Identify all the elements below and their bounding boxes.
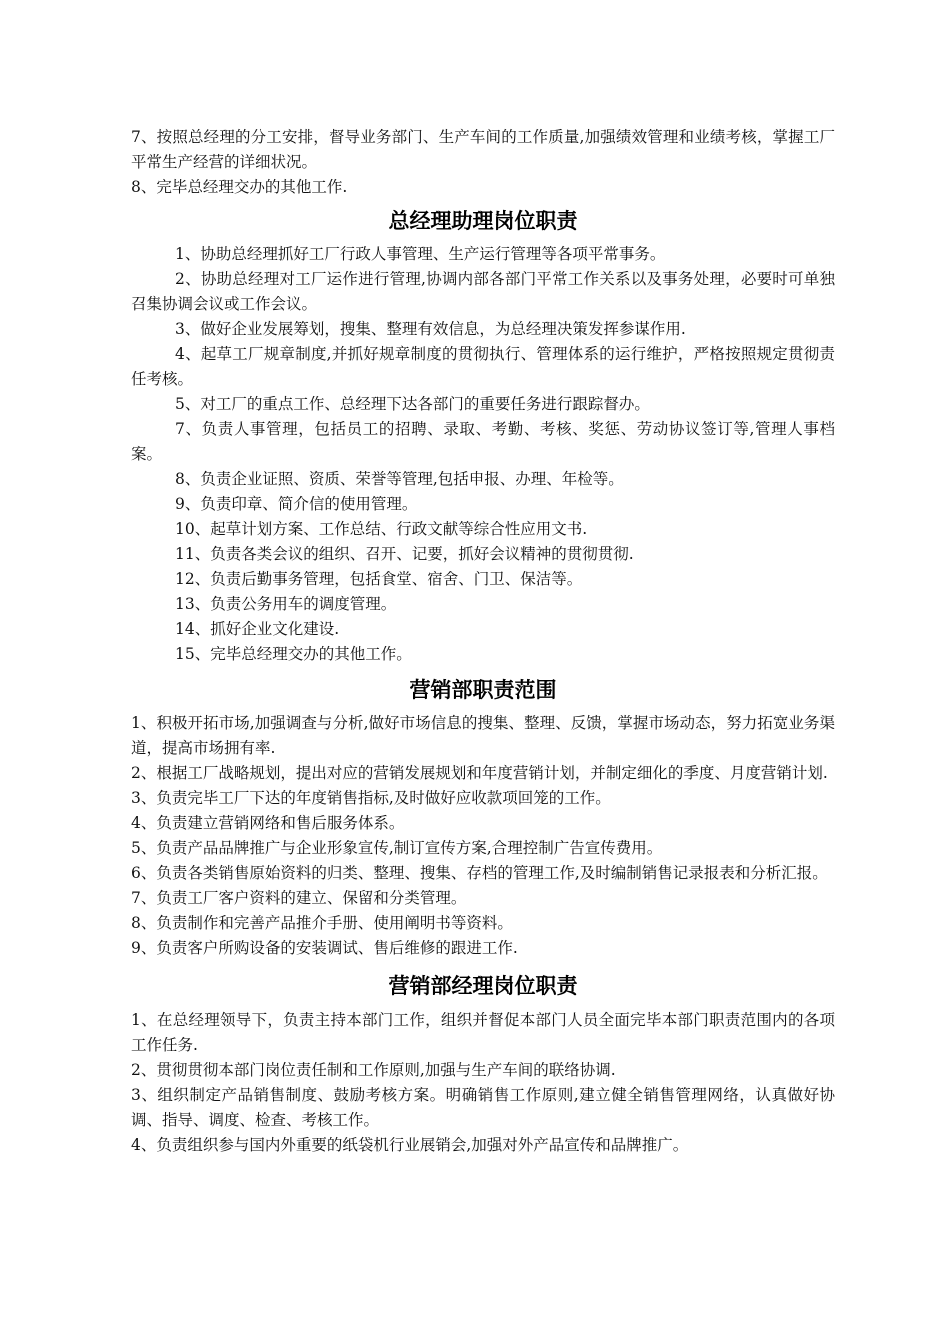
list-item: 8、负责制作和完善产品推介手册、使用阐明书等资料。 xyxy=(131,914,513,932)
list-item: 6、负责各类销售原始资料的归类、整理、搜集、存档的管理工作,及时编制销售记录报表和分析汇报。 xyxy=(131,864,828,882)
list-item: 7、负责工厂客户资料的建立、保留和分类管理。 xyxy=(131,889,467,907)
list-item: 3、组织制定产品销售制度、鼓励考核方案。明确销售工作原则,建立健全销售管理网络，认真做好协调、指导、调度、检查、考核工作。 xyxy=(131,1086,835,1129)
intro-block xyxy=(131,125,835,200)
section-title: 总经理助理岗位职责 xyxy=(388,209,578,233)
list-item: 4、负责组织参与国内外重要的纸袋机行业展销会,加强对外产品宣传和品牌推广。 xyxy=(131,1136,689,1154)
list-item: 10、起草计划方案、工作总结、行政文献等综合性应用文书. xyxy=(175,520,588,538)
list-item: 14、抓好企业文化建设. xyxy=(175,620,340,638)
document-page xyxy=(131,125,835,1158)
list-item: 8、负责企业证照、资质、荣誉等管理,包括申报、办理、年检等。 xyxy=(175,470,624,488)
list-item: 2、贯彻贯彻本部门岗位责任制和工作原则,加强与生产车间的联络协调. xyxy=(131,1061,616,1079)
list-item: 3、负责完毕工厂下达的年度销售指标,及时做好应收款项回笼的工作。 xyxy=(131,789,611,807)
list-item: 3、做好企业发展筹划，搜集、整理有效信息，为总经理决策发挥参谋作用. xyxy=(175,320,686,338)
list-item: 2、根据工厂战略规划，提出对应的营销发展规划和年度营销计划，并制定细化的季度、月度营销计划. xyxy=(131,764,828,782)
list-item: 13、负责公务用车的调度管理。 xyxy=(175,595,397,613)
list-item: 9、负责客户所购设备的安装调试、售后维修的跟进工作. xyxy=(131,939,518,957)
list-item: 5、负责产品品牌推广与企业形象宣传,制订宣传方案,合理控制广告宣传费用。 xyxy=(131,839,663,857)
list-item: 2、协助总经理对工厂运作进行管理,协调内部各部门平常工作关系以及事务处理，必要时可单独召集协调会议或工作会议。 xyxy=(131,270,835,313)
section-marketing-dept-scope xyxy=(131,677,835,961)
section-title: 营销部职责范围 xyxy=(409,678,557,702)
intro-item-7: 7、按照总经理的分工安排，督导业务部门、生产车间的工作质量,加强绩效管理和业绩考核，掌握工厂平常生产经营的详细状况。 xyxy=(131,128,835,171)
list-item: 5、对工厂的重点工作、总经理下达各部门的重要任务进行跟踪督办。 xyxy=(175,395,650,413)
list-item: 9、负责印章、简介信的使用管理。 xyxy=(175,495,418,513)
section-title: 营销部经理岗位职责 xyxy=(388,974,578,998)
list-item: 11、负责各类会议的组织、召开、记要，抓好会议精神的贯彻贯彻. xyxy=(175,545,634,563)
list-item: 7、负责人事管理，包括员工的招聘、录取、考勤、考核、奖惩、劳动协议签订等,管理人事档案。 xyxy=(131,420,835,463)
list-item: 12、负责后勤事务管理，包括食堂、宿舍、门卫、保洁等。 xyxy=(175,570,583,588)
list-item: 4、起草工厂规章制度,并抓好规章制度的贯彻执行、管理体系的运行维护，严格按照规定贯彻责任考核。 xyxy=(131,345,835,388)
list-item: 15、完毕总经理交办的其他工作。 xyxy=(175,645,412,663)
list-item: 1、在总经理领导下，负责主持本部门工作，组织并督促本部门人员全面完毕本部门职责范围内的各项工作任务. xyxy=(131,1011,835,1054)
intro-item-8: 8、完毕总经理交办的其他工作. xyxy=(131,178,348,196)
section-assistant-gm-duties xyxy=(131,208,835,667)
list-item: 4、负责建立营销网络和售后服务体系。 xyxy=(131,814,405,832)
list-item: 1、积极开拓市场,加强调查与分析,做好市场信息的搜集、整理、反馈，掌握市场动态，努力拓宽业务渠道，提高市场拥有率. xyxy=(131,714,835,757)
list-item: 1、协助总经理抓好工厂行政人事管理、生产运行管理等各项平常事务。 xyxy=(175,245,666,263)
section-marketing-manager-duties xyxy=(131,973,835,1158)
